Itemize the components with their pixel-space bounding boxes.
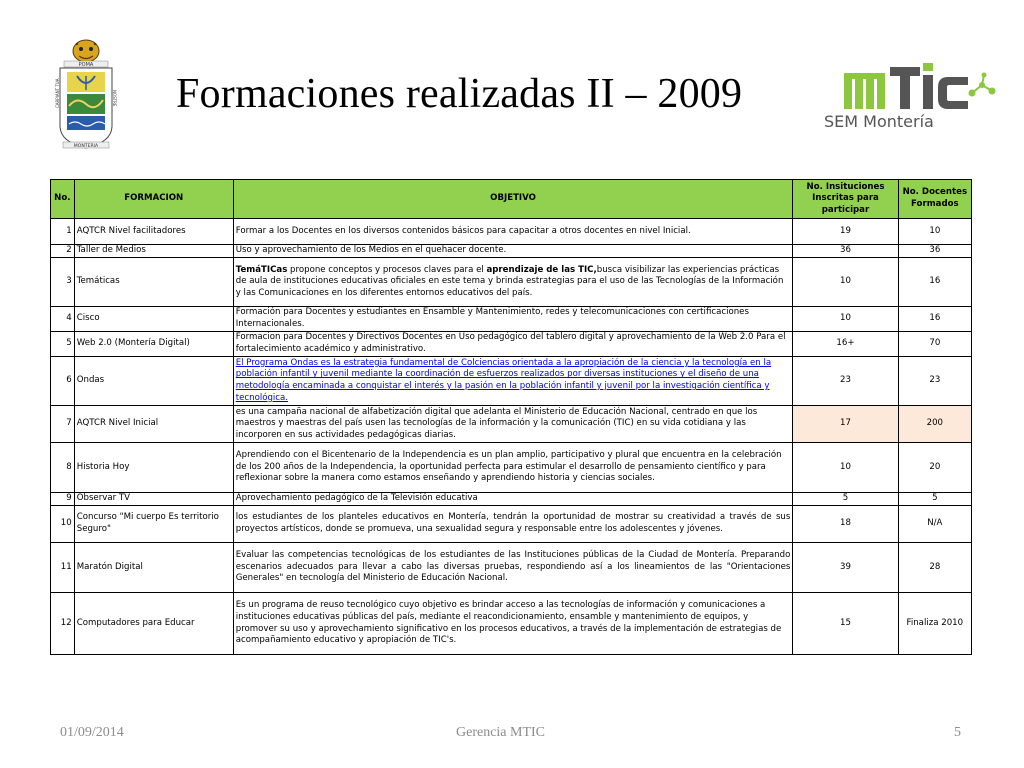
row-docentes: Finaliza 2010 [898,593,971,655]
svg-text:CARPIANT TUA: CARPIANT TUA [55,78,60,108]
table-row [51,543,972,593]
row-objetivo: Uso y aprovechamiento de los Medios en el quehacer docente. [233,245,793,258]
tematicas-text-2: busca visibilizar las experiencias prácticas de aula de instituciones educativas oficiales en este tema y brinda estrategias para el uso de las Tecnologías de la Información y las Comunicaciones en los diferentes entornos educativos del país. [235,264,784,298]
formaciones-table [50,179,972,655]
svg-text:POMA: POMA [78,62,94,68]
row-no: 11 [51,543,75,593]
row-instituciones: 10 [793,443,898,493]
table-row [51,357,972,406]
row-formacion: Cisco [74,307,233,332]
row-instituciones: 10 [793,258,898,307]
footer-date: 01/09/2014 [60,725,124,740]
row-objetivo: Evaluar las competencias tecnológicas de los estudiantes de las Instituciones públicas de la Ciudad de Montería. Preparando escenarios adecuados para llevar a cabo las diversas pruebas, respondiendo así a los lineamientos de las "Orientaciones Generales" en tecnología del Ministerio de Educación Nacional. [233,543,793,593]
footer-center-text: Gerencia MTIC [456,725,546,740]
row-docentes: 5 [898,493,971,506]
row-no: 3 [51,258,75,307]
table-row [51,258,972,307]
table-row [51,593,972,655]
row-docentes: 16 [898,307,971,332]
row-docentes: 10 [898,219,971,245]
table-row [51,307,972,332]
tematicas-bold-text-2: aprendizaje de las TIC, [486,264,597,275]
row-docentes: 16 [898,258,971,307]
row-objetivo [233,357,793,406]
row-instituciones: 39 [793,543,898,593]
row-objetivo: Aprovechamiento pedagógico de la Televisión educativa [233,493,793,506]
table-row [51,332,972,357]
row-no: 4 [51,307,75,332]
row-instituciones: 19 [793,219,898,245]
row-formacion: Computadores para Educar [74,593,233,655]
row-no: 5 [51,332,75,357]
table-row [51,406,972,443]
header-instituciones: No. Insituciones Inscritas para participar [793,180,898,219]
header-no: No. [51,180,75,219]
table-row [51,219,972,245]
table-header-row [51,180,972,219]
svg-text:MONTERIA: MONTERIA [73,144,99,149]
row-objetivo [233,258,793,307]
table-row [51,443,972,493]
row-docentes: N/A [898,506,971,543]
monteria-crest-logo [55,38,117,154]
row-instituciones: 23 [793,357,898,406]
row-formacion: Maratón Digital [74,543,233,593]
row-objetivo: los estudiantes de los planteles educativos en Montería, tendrán la oportunidad de mostrar su creatividad a través de sus proyectos artísticos, donde se promueva, una sexualidad segura y responsable entre los adolescentes y jóvenes. [233,506,793,543]
row-objetivo: Formar a los Docentes en los diversos contenidos básicos para capacitar a otros docentes en nivel Inicial. [233,219,793,245]
row-docentes: 70 [898,332,971,357]
tematicas-bold-text: TemáTICas [235,264,288,275]
row-docentes: 28 [898,543,971,593]
row-no: 12 [51,593,75,655]
header-docentes: No. Docentes Formados [898,180,971,219]
row-instituciones: 15 [793,593,898,655]
row-no: 7 [51,406,75,443]
row-objetivo: Formación para Docentes y estudiantes en Ensamble y Mantenimiento, redes y telecomunicaciones con certificaciones Internacionales. [233,307,793,332]
row-objetivo: Aprendiendo con el Bicentenario de la Independencia es un plan amplio, participativo y plural que encuentra en la celebración de los 200 años de la Independencia, la oportunidad perfecta para estimular el desarrollo de pensamiento científico y para reflexionar sobre la manera como estamos enseñando y aprendiendo historia y ciencias sociales. [233,443,793,493]
row-formacion: Web 2.0 (Montería Digital) [74,332,233,357]
ondas-link[interactable]: El Programa Ondas es la estrategia fundamental de Colciencias orientada a la apropiación de la ciencia y la tecnología en la población infantil y juvenil mediante la coordinación de esfuerzos realizados por diversas instituciones y el diseño de una metodología encaminada a conquistar el interés y la pasión en la población infantil y juvenil por la investigación científica y tecnológica. [235,357,772,403]
row-no: 6 [51,357,75,406]
row-instituciones: 36 [793,245,898,258]
row-objetivo: Formacion para Docentes y Directivos Docentes en Uso pedagógico del tablero digital y aprovechamiento de la Web 2.0 Para el fortalecimiento académico y administrativo. [233,332,793,357]
row-docentes: 36 [898,245,971,258]
row-no: 9 [51,493,75,506]
row-docentes: 23 [898,357,971,406]
header-objetivo: OBJETIVO [233,180,793,219]
row-formacion: AQTCR Nivel Inicial [74,406,233,443]
row-formacion: Concurso "Mi cuerpo Es territorio Seguro" [74,506,233,543]
row-formacion: Taller de Medios [74,245,233,258]
row-no: 1 [51,219,75,245]
mtic-sem-monteria-logo [822,55,1002,129]
row-objetivo: es una campaña nacional de alfabetización digital que adelanta el Ministerio de Educación Nacional, centrado en que los maestros y maestras del país usen las tecnologías de la información y la comunicación (TIC) en su vida cotidiana y las incorporen en sus actividades pedagógicas diarias. [233,406,793,443]
svg-text:SEM Montería: SEM Montería [824,112,934,129]
slide-title: Formaciones realizadas II – 2009 [176,71,743,117]
row-formacion: Historia Hoy [74,443,233,493]
row-objetivo: Es un programa de reuso tecnológico cuyo objetivo es brindar acceso a las tecnologías de información y comunicaciones a instituciones educativas públicas del país, mediante el reacondicionamiento, ensamble y mantenimiento de equipos, y promover su uso y aprovechamiento significativo en los procesos educativos, a través de la implementación de estrategias de acompañamiento educativo y apropiación de TIC's. [233,593,793,655]
row-instituciones: 10 [793,307,898,332]
table-row [51,245,972,258]
row-instituciones: 16+ [793,332,898,357]
row-no: 8 [51,443,75,493]
row-no: 2 [51,245,75,258]
header-formacion: FORMACION [74,180,233,219]
row-formacion: AQTCR Nivel facilitadores [74,219,233,245]
row-formacion: Temáticas [74,258,233,307]
row-no: 10 [51,506,75,543]
row-docentes: 20 [898,443,971,493]
table-row [51,506,972,543]
row-instituciones: 18 [793,506,898,543]
tematicas-text-1: propone conceptos y procesos claves para el [287,264,487,275]
row-instituciones: 5 [793,493,898,506]
row-instituciones: 17 [793,406,898,443]
footer-page-number: 5 [954,725,961,740]
table-row [51,493,972,506]
svg-text:NOSTRE: NOSTRE [112,90,117,107]
row-formacion: Ondas [74,357,233,406]
row-docentes: 200 [898,406,971,443]
row-formacion: Observar TV [74,493,233,506]
